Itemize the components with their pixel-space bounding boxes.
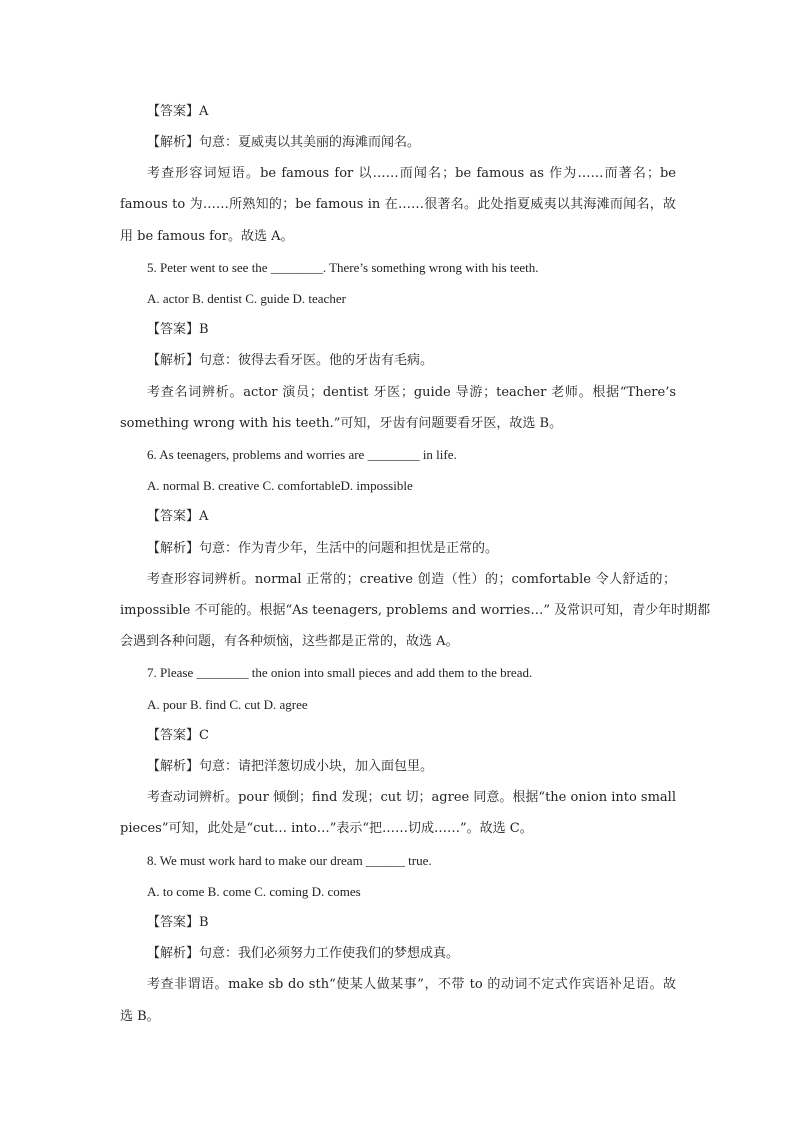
question-5: 5. Peter went to see the ________. There’s something wrong with his teeth. xyxy=(147,260,539,275)
explanation-text: 用 be famous for。故选 A。 xyxy=(120,229,294,244)
explanation-text: 考查形容词短语。be famous for 以……而闻名；be famous as 作为……而著名；be xyxy=(147,166,676,181)
question-7-options: A. pour B. find C. cut D. agree xyxy=(147,697,308,712)
answer-label: 【答案】B xyxy=(147,915,209,930)
answer-label: 【答案】C xyxy=(147,728,209,743)
explanation-text: 选 B。 xyxy=(120,1009,160,1024)
question-5-options: A. actor B. dentist C. guide D. teacher xyxy=(147,291,346,306)
question-6: 6. As teenagers, problems and worries are ________ in life. xyxy=(147,447,457,462)
question-8: 8. We must work hard to make our dream ______ true. xyxy=(147,853,432,868)
analysis-text: 【解析】句意：请把洋葱切成小块，加入面包里。 xyxy=(147,759,434,774)
question-7: 7. Please ________ the onion into small pieces and add them to the bread. xyxy=(147,665,533,680)
analysis-text: 【解析】句意：彼得去看牙医。他的牙齿有毛病。 xyxy=(147,353,434,368)
explanation-text: something wrong with his teeth.”可知，牙齿有问题要看牙医，故选 B。 xyxy=(120,416,563,431)
explanation-text: 考查非谓语。make sb do sth“使某人做某事”，不带 to 的动词不定式作宾语补足语。故 xyxy=(147,977,676,992)
explanation-text: 考查形容词辨析。normal 正常的；creative 创造（性）的；comfortable 令人舒适的； xyxy=(147,572,676,587)
answer-label: 【答案】A xyxy=(147,104,209,119)
analysis-text: 【解析】句意：作为青少年，生活中的问题和担忧是正常的。 xyxy=(147,541,499,556)
answer-label: 【答案】A xyxy=(147,509,209,524)
analysis-text: 【解析】句意：夏威夷以其美丽的海滩而闻名。 xyxy=(147,135,421,150)
explanation-text: famous to 为……所熟知的；be famous in 在……很著名。此处指夏威夷以其海滩而闻名，故 xyxy=(120,197,676,212)
explanation-text: 会遇到各种问题，有各种烦恼，这些都是正常的，故选 A。 xyxy=(120,634,459,649)
explanation-text: 考查动词辨析。pour 倾倒；find 发现；cut 切；agree 同意。根据“the onion into small xyxy=(147,790,676,805)
answer-label: 【答案】B xyxy=(147,322,209,337)
explanation-text: impossible 不可能的。根据“As teenagers, problems and worries…” 及常识可知，青少年时期都 xyxy=(120,603,711,618)
question-6-options: A. normal B. creative C. comfortableD. impossible xyxy=(147,478,413,493)
explanation-text: pieces”可知，此处是“cut… into…”表示“把……切成……”。故选 C。 xyxy=(120,821,533,836)
analysis-text: 【解析】句意：我们必须努力工作使我们的梦想成真。 xyxy=(147,946,460,961)
explanation-text: 考查名词辨析。actor 演员；dentist 牙医；guide 导游；teacher 老师。根据“There’s xyxy=(147,385,676,400)
question-8-options: A. to come B. come C. coming D. comes xyxy=(147,884,361,899)
